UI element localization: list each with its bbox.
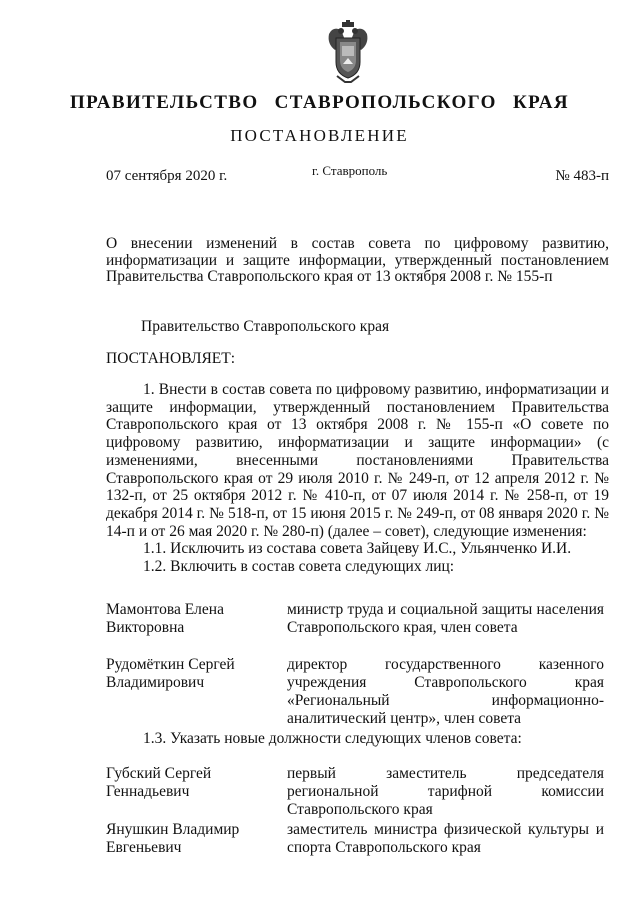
item-1-section bbox=[106, 381, 609, 576]
member-role: директор государственного казенного учреждения Ставропольского края «Региональный информационно-аналитический центр», член совета bbox=[287, 656, 604, 727]
document-type: ПОСТАНОВЛЕНИЕ bbox=[230, 126, 409, 145]
member-name: Рудомёткин Сергей Владимирович bbox=[106, 656, 235, 691]
document-city: г. Ставрополь bbox=[312, 163, 388, 178]
member-role: первый заместитель председателя региональной тарифной комиссии Ставропольского края bbox=[287, 765, 604, 818]
item-1-text: 1. Внести в состав совета по цифровому развитию, информатизации и защите информации, утвержденный постановлением Правительства Ставропольского края от 13 октября 2008 г. № 155-п «О совете по цифровому развитию, информатизации и защите информации» (с изменениями, внесенными постановлениями Правительства Ставропольского края от 29 июля 2010 г. № 249-п, от 12 апреля 2012 г. № 132-п, от 25 октября 2012 г. № 410-п, от 07 июля 2014 г. № 258-п, от 19 декабря 2014 г. № 518-п, от 15 июня 2015 г. № 249-п, от 08 января 2020 г. № 14-п и от 26 мая 2020 г. № 280-п) (далее – совет), следующие изменения: bbox=[106, 381, 609, 540]
decree-heading: ПОСТАНОВЛЯЕТ: bbox=[106, 350, 236, 367]
government-name: ПРАВИТЕЛЬСТВО СТАВРОПОЛЬСКОГО КРАЯ bbox=[70, 92, 569, 113]
preamble: Правительство Ставропольского края bbox=[141, 318, 390, 335]
item-1-3-text: 1.3. Указать новые должности следующих членов совета: bbox=[143, 730, 522, 747]
member-name: Янушкин Владимир Евгеньевич bbox=[106, 821, 240, 856]
member-name: Губский Сергей Геннадьевич bbox=[106, 765, 212, 800]
document-date: 07 сентября 2020 г. bbox=[106, 168, 228, 184]
item-1-2-text: 1.2. Включить в состав совета следующих лиц: bbox=[143, 558, 455, 576]
member-name: Мамонтова Елена Викторовна bbox=[106, 601, 224, 636]
document-title: О внесении изменений в состав совета по цифровому развитию, информатизации и защите информации, утвержденный постановлением Правительства Ставропольского края от 13 октября 2008 г. № 155-п bbox=[106, 235, 609, 285]
item-1-1-text: 1.1. Исключить из состава совета Зайцеву И.С., Ульянченко И.И. bbox=[143, 540, 572, 558]
member-role: министр труда и социальной защиты населения Ставропольского края, член совета bbox=[287, 601, 604, 636]
document-number: № 483-п bbox=[555, 168, 609, 184]
coat-of-arms-icon bbox=[323, 20, 373, 86]
member-role: заместитель министра физической культуры и спорта Ставропольского края bbox=[287, 821, 604, 856]
